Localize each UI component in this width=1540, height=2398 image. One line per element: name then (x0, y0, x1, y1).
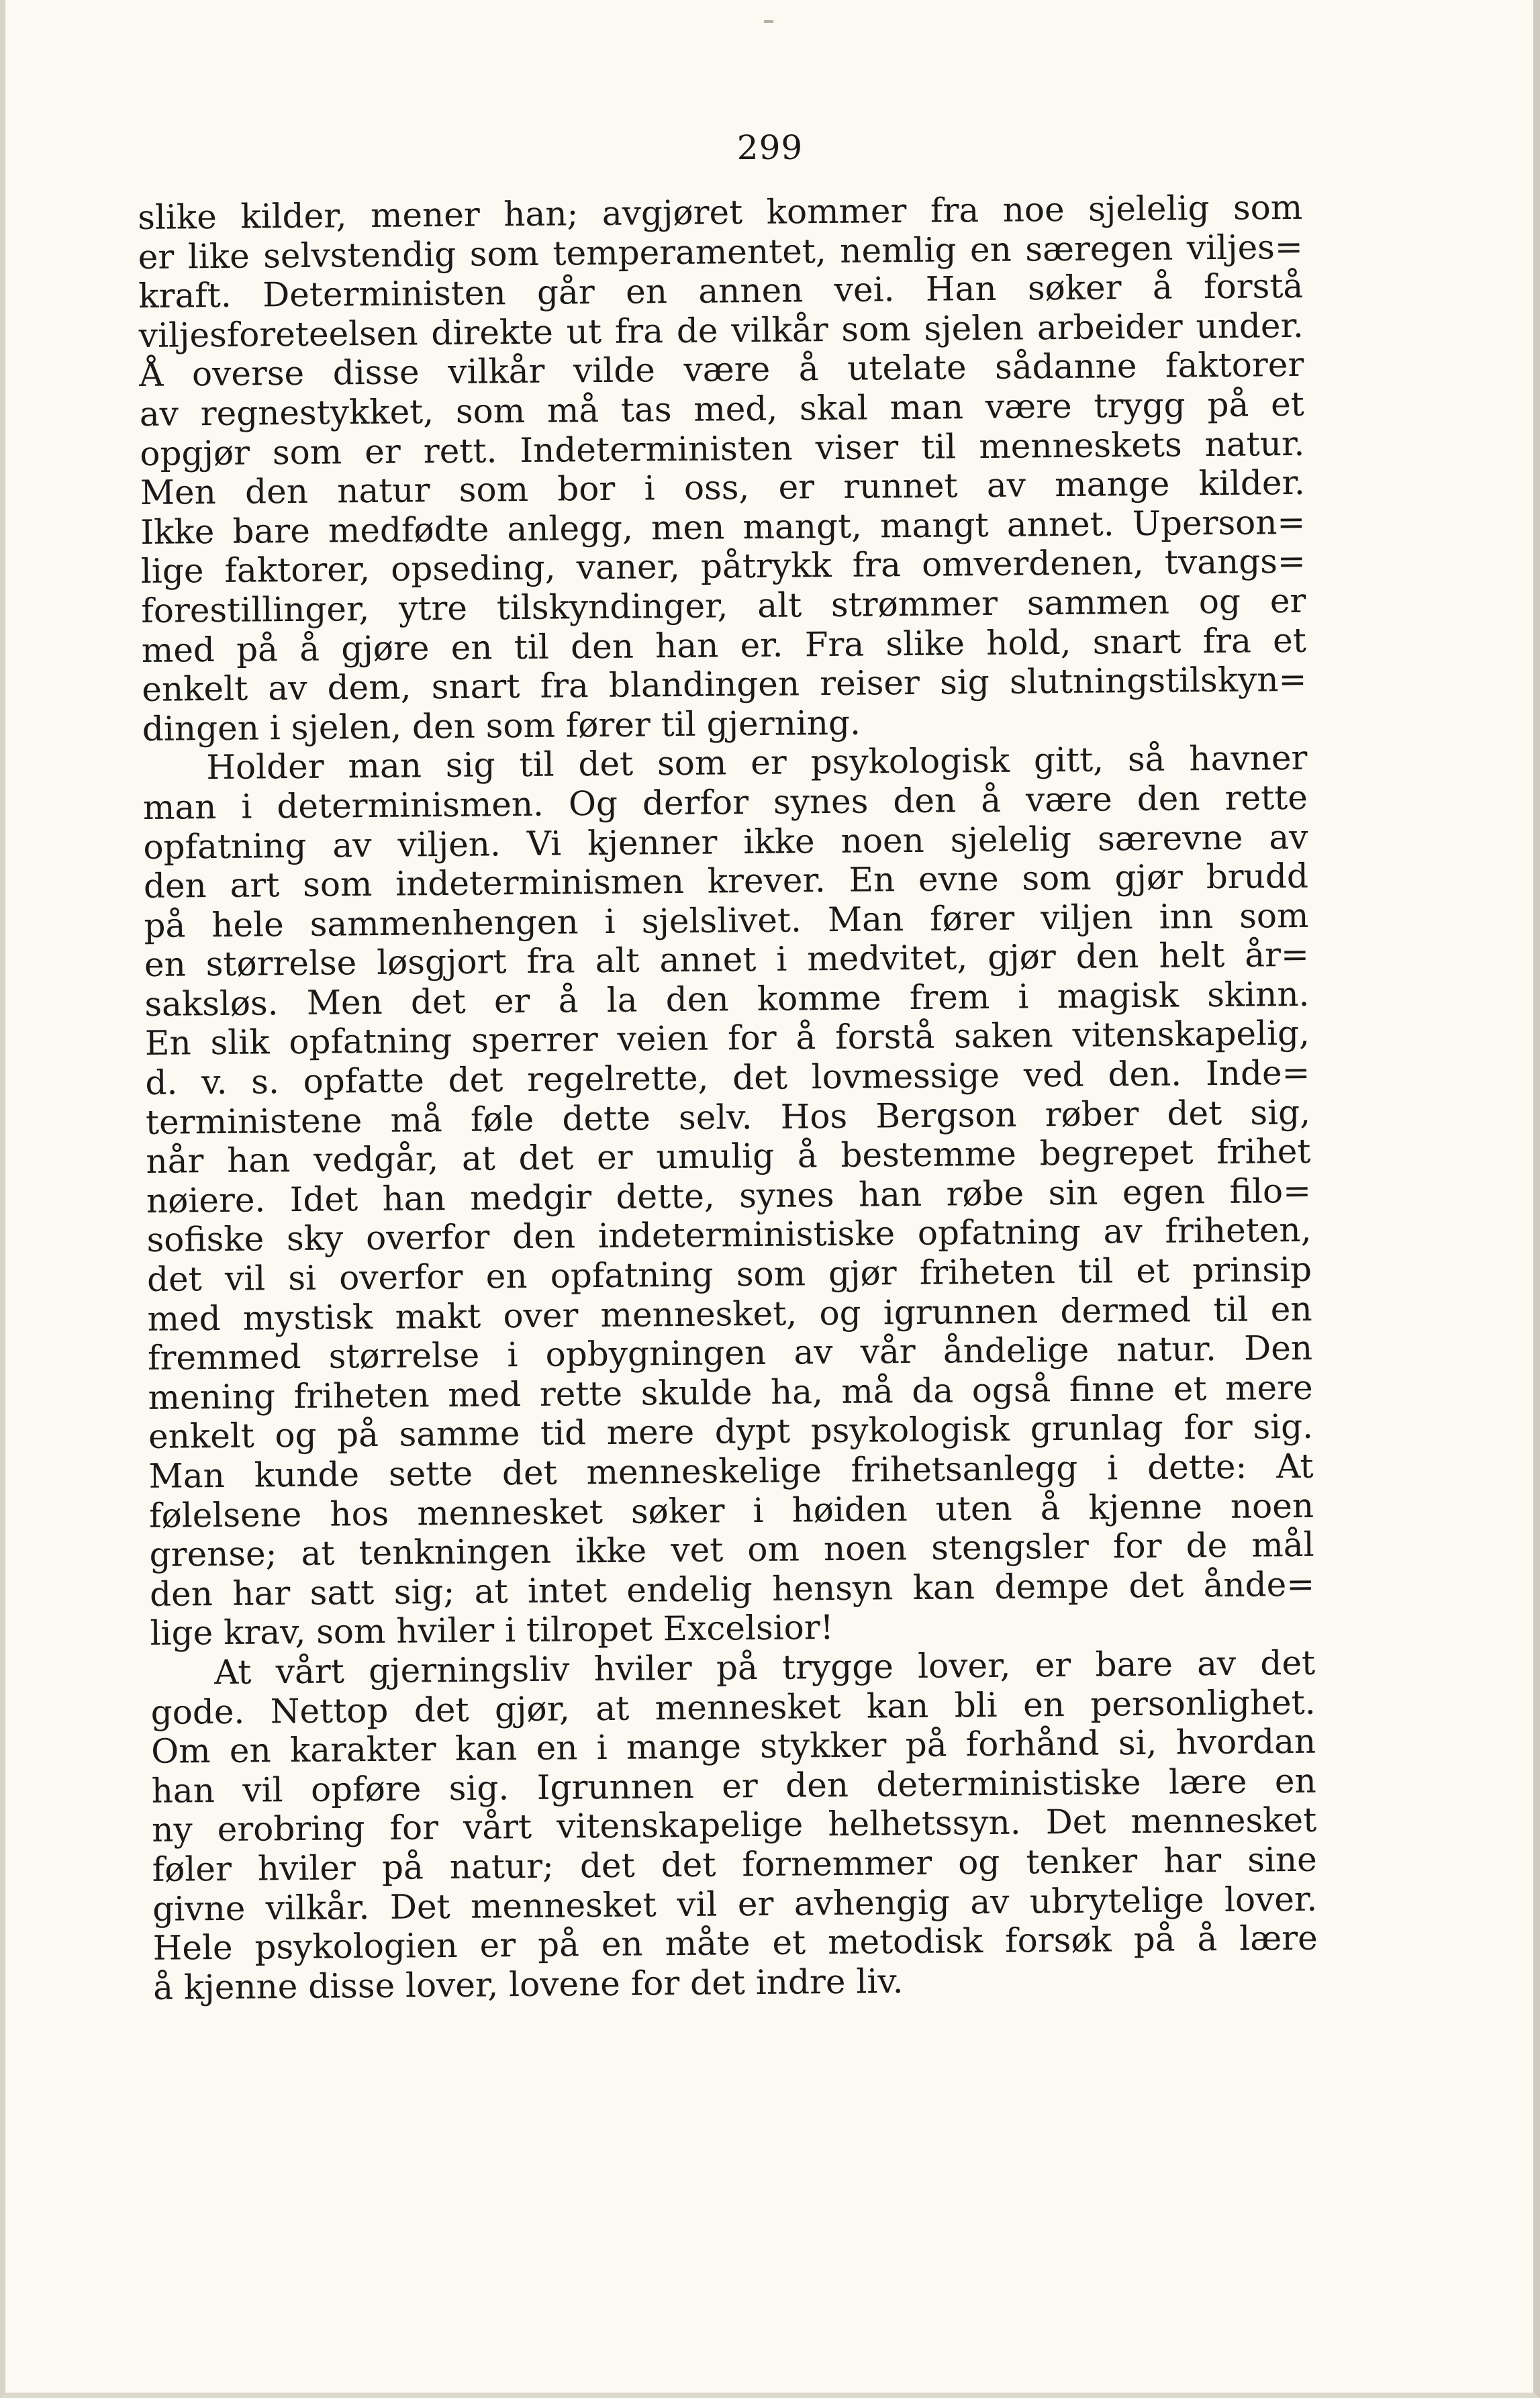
text-line: nøiere. Idet han medgir dette, synes han røbe sin egen filo= (146, 1171, 1312, 1220)
body-text (138, 188, 1318, 2007)
text-line: mening friheten med rette skulde ha, må da også finne et mere (148, 1368, 1313, 1417)
text-line: Man kunde sette det menneskelige frihetsanlegg i dette: At (148, 1446, 1314, 1496)
text-line: føler hviler på natur; det det fornemmer og tenker har sine (152, 1839, 1317, 1889)
text-line: den har satt sig; at intet endelig hensyn kan dempe det ånde= (149, 1564, 1315, 1614)
text-line: man i determinismen. Og derfor synes den å være den rette (142, 777, 1308, 827)
text-line: opfatning av viljen. Vi kjenner ikke noen sjelelig særevne av (143, 817, 1308, 867)
text-line: d. v. s. opfatte det regelrette, det lovmessige ved den. Inde= (145, 1053, 1310, 1103)
text-line: han vil opføre sig. Igrunnen er den deterministiske lære en (151, 1761, 1316, 1811)
text-line: er like selvstendig som temperamentet, nemlig en særegen viljes= (138, 227, 1303, 277)
text-line: følelsene hos mennesket søker i høiden uten å kjenne noen (148, 1486, 1314, 1535)
text-line: Hele psykologien er på en måte et metodisk forsøk på å lære (152, 1918, 1318, 1968)
page-number: 299 (736, 128, 804, 167)
text-line: En slik opfatning sperrer veien for å forstå saken vitenskapelig, (144, 1014, 1310, 1063)
text-line: Ikke bare medfødte anlegg, men mangt, mangt annet. Uperson= (140, 502, 1306, 552)
text-line: Holder man sig til det som er psykologisk gitt, så havner (206, 738, 1308, 787)
text-line: på hele sammenhengen i sjelslivet. Man fører viljen inn som (144, 896, 1309, 945)
text-line: gode. Nettop det gjør, at mennesket kan bli en personlighet. (150, 1682, 1316, 1732)
text-line: den art som indeterminismen krever. En evne som gjør brudd (143, 856, 1309, 906)
text-line: med på å gjøre en til den han er. Fra slike hold, snart fra et (141, 620, 1307, 670)
text-line: terministene må føle dette selv. Hos Bergson røber det sig, (145, 1092, 1311, 1142)
text-line: sofiske sky overfor den indeterministiske opfatning av friheten, (146, 1210, 1312, 1260)
text-line: lige krav, som hviler i tilropet Excelsior! (150, 1608, 834, 1653)
text-line: å kjenne disse lover, lovene for det indre liv. (153, 1961, 904, 2007)
text-line: enkelt av dem, snart fra blandingen reiser sig slutningstilskyn= (142, 659, 1307, 710)
text-line: med mystisk makt over mennesket, og igrunnen dermed til en (147, 1289, 1312, 1339)
text-line: fremmed størrelse i opbygningen av vår åndelige natur. Den (147, 1329, 1313, 1378)
text-line: dingen i sjelen, den som fører til gjerning. (142, 703, 861, 749)
text-line: slike kilder, mener han; avgjøret kommer fra noe sjelelig som (138, 187, 1303, 237)
text-line: viljesforeteelsen direkte ut fra de vilkår som sjelen arbeider under. (138, 305, 1304, 355)
text-line: opgjør som er rett. Indeterministen viser til menneskets natur. (140, 424, 1305, 473)
text-line: forestillinger, ytre tilskyndinger, alt strømmer sammen og er (141, 581, 1306, 630)
text-line: saksløs. Men det er å la den komme frem i magisk skinn. (144, 974, 1310, 1024)
scan-mark (764, 20, 773, 23)
text-line: lige faktorer, opseding, vaner, påtrykk fra omverdenen, tvangs= (140, 542, 1306, 591)
text-line: Om en karakter kan en i mange stykker på forhånd si, hvordan (150, 1721, 1316, 1772)
text-line: det vil si overfor en opfatning som gjør friheten til et prinsip (146, 1249, 1312, 1299)
text-line: grense; at tenkningen ikke vet om noen stengsler for de mål (149, 1525, 1314, 1575)
text-line: av regnestykket, som må tas med, skal man være trygg på et (139, 384, 1304, 434)
text-line: kraft. Deterministen går en annen vei. Han søker å forstå (138, 267, 1304, 316)
text-line: enkelt og på samme tid mere dypt psykologisk grunlag for sig. (148, 1407, 1314, 1457)
text-line: en størrelse løsgjort fra alt annet i medvitet, gjør den helt år= (144, 935, 1310, 985)
text-line: At vårt gjerningsliv hviler på trygge lover, er bare av det (213, 1643, 1316, 1692)
text-line: Men den natur som bor i oss, er runnet av mange kilder. (140, 463, 1306, 513)
text-line: Å overse disse vilkår vilde være å utelate sådanne faktorer (139, 345, 1304, 395)
text-line: når han vedgår, at det er umulig å bestemme begrepet frihet (146, 1132, 1311, 1182)
text-line: givne vilkår. Det mennesket vil er avhengig av ubrytelige lover. (152, 1879, 1318, 1929)
text-line: ny erobring for vårt vitenskapelige helhetssyn. Det mennesket (151, 1801, 1317, 1850)
